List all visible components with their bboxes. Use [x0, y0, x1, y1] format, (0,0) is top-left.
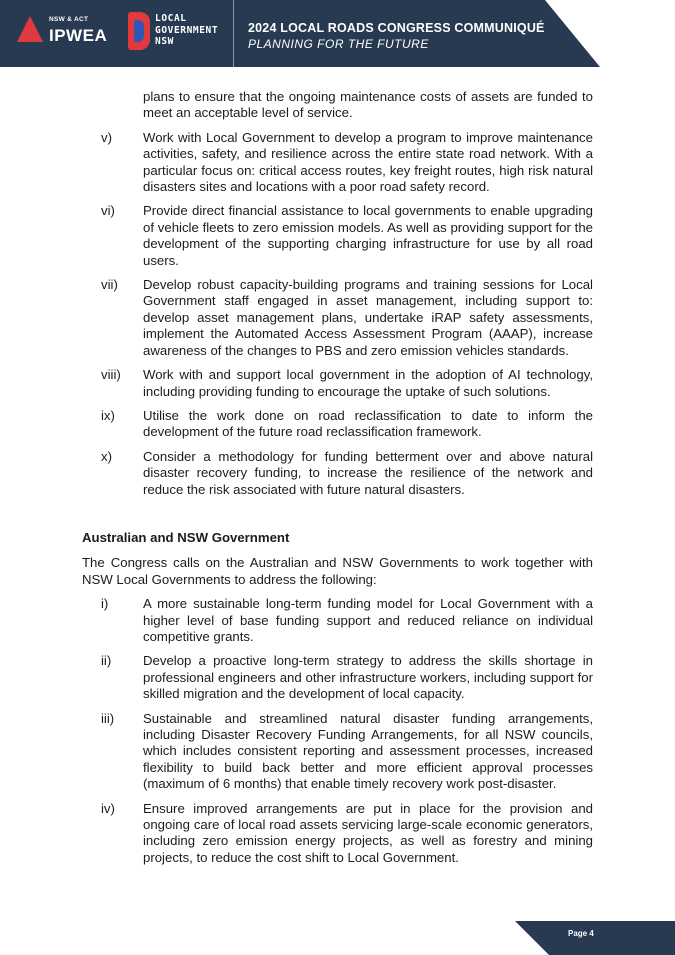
list-item — [82, 367, 593, 400]
list-item-text: Ensure improved arrangements are put in place for the provision and ongoing care of local road assets servicing large-scale economic generators, including zero emission energy projects, as well as forestry and mining projects, to reduce the cost shift to Local Government. — [143, 800, 593, 865]
list-item-number: iv) — [101, 800, 115, 816]
list-item-number: vii) — [101, 277, 118, 293]
list-item-number: ix) — [101, 407, 115, 423]
list-item — [82, 130, 593, 196]
lgnsw-line-1: LOCAL — [155, 13, 187, 24]
lgnsw-mark-icon — [128, 12, 150, 50]
lgnsw-line-3: NSW — [155, 36, 174, 47]
list-item — [82, 653, 593, 702]
list-item-text: Provide direct financial assistance to local governments to enable upgrading of vehicle fleets to zero emission models. As well as providing support for the development of the supporting charging infrastructure for use by all road users. — [143, 203, 593, 268]
ipwea-region: NSW & ACT — [49, 16, 89, 23]
list-item-number: iii) — [101, 710, 115, 726]
list-item-text: Develop a proactive long-term strategy to address the skills shortage in professional engineers and other infrastructure workers, including support for skilled migration and the development of local capacity. — [143, 653, 593, 702]
list-item-number: ii) — [101, 653, 112, 669]
list-item — [82, 449, 593, 498]
section-intro: The Congress calls on the Australian and NSW Governments to work together with NSW Local Governments to address the following: — [82, 555, 593, 587]
lgnsw-logo — [128, 12, 218, 54]
list-item — [82, 277, 593, 359]
list-item — [82, 408, 593, 441]
list-item-text: Consider a methodology for funding betterment over and above natural disaster recovery funding, to increase the resilience of the network and reduce the risk associated with future natural disasters. — [143, 448, 593, 497]
list-item-number: x) — [101, 448, 112, 464]
section-heading: Australian and NSW Government — [82, 529, 290, 545]
lgnsw-wordmark — [155, 13, 218, 48]
list-item — [82, 596, 593, 645]
document-subtitle: PLANNING FOR THE FUTURE — [248, 37, 429, 51]
list-item — [82, 203, 593, 269]
document-title: 2024 LOCAL ROADS CONGRESS COMMUNIQUÉ — [248, 21, 545, 35]
list-item-text: A more sustainable long-term funding model for Local Government with a higher level of base funding support and reduced reliance on individual competitive grants. — [143, 596, 593, 644]
list-item-text: Work with Local Government to develop a program to improve maintenance activities, safety, and resilience across the entire state road network. With a particular focus on: critical access routes, key freight routes, high risk natural disasters sites and locations with a poor road safety record. — [143, 129, 593, 195]
header-divider — [233, 0, 234, 67]
list-item — [82, 711, 593, 793]
list-item-text: Sustainable and streamlined natural disaster funding arrangements, including Disaster Recovery Funding Arrangements, for all NSW councils, which includes consistent reporting and assessment processes, increased flexibility to build back better and more efficient approval processes (maximum of 6 months) that enable timely recovery work post-disaster. — [143, 710, 593, 792]
ipwea-logo — [17, 13, 117, 53]
lgnsw-line-2: GOVERNMENT — [155, 24, 219, 36]
list-item-text: Develop robust capacity-building programs and training sessions for Local Government staff engaged in asset management, including support to: develop asset management plans, undertake iRAP safety assessments, implement the Automated Access Assessment Program (AAAP), increase awareness of the changes to PBS and zero emission vehicles standards. — [143, 277, 593, 358]
page-number: Page 4 — [568, 929, 594, 938]
list-item — [82, 801, 593, 867]
continued-paragraph: plans to ensure that the ongoing maintenance costs of assets are funded to meet an acceptable level of service. — [143, 89, 593, 121]
page-content — [82, 89, 593, 874]
list-item-text: Work with and support local government in the adoption of AI technology, including providing funding to encourage the uptake of such solutions. — [143, 367, 593, 399]
list-item-number: vi) — [101, 203, 115, 219]
ipwea-triangle-icon — [17, 16, 43, 42]
list-item-number: viii) — [101, 367, 121, 383]
list-item-number: v) — [101, 129, 112, 145]
list-item-number: i) — [101, 596, 109, 612]
list-item-text: Utilise the work done on road reclassification to date to inform the development of the future road reclassification framework. — [143, 407, 593, 440]
footer-banner — [515, 921, 675, 955]
ipwea-wordmark: IPWEA — [49, 26, 108, 45]
